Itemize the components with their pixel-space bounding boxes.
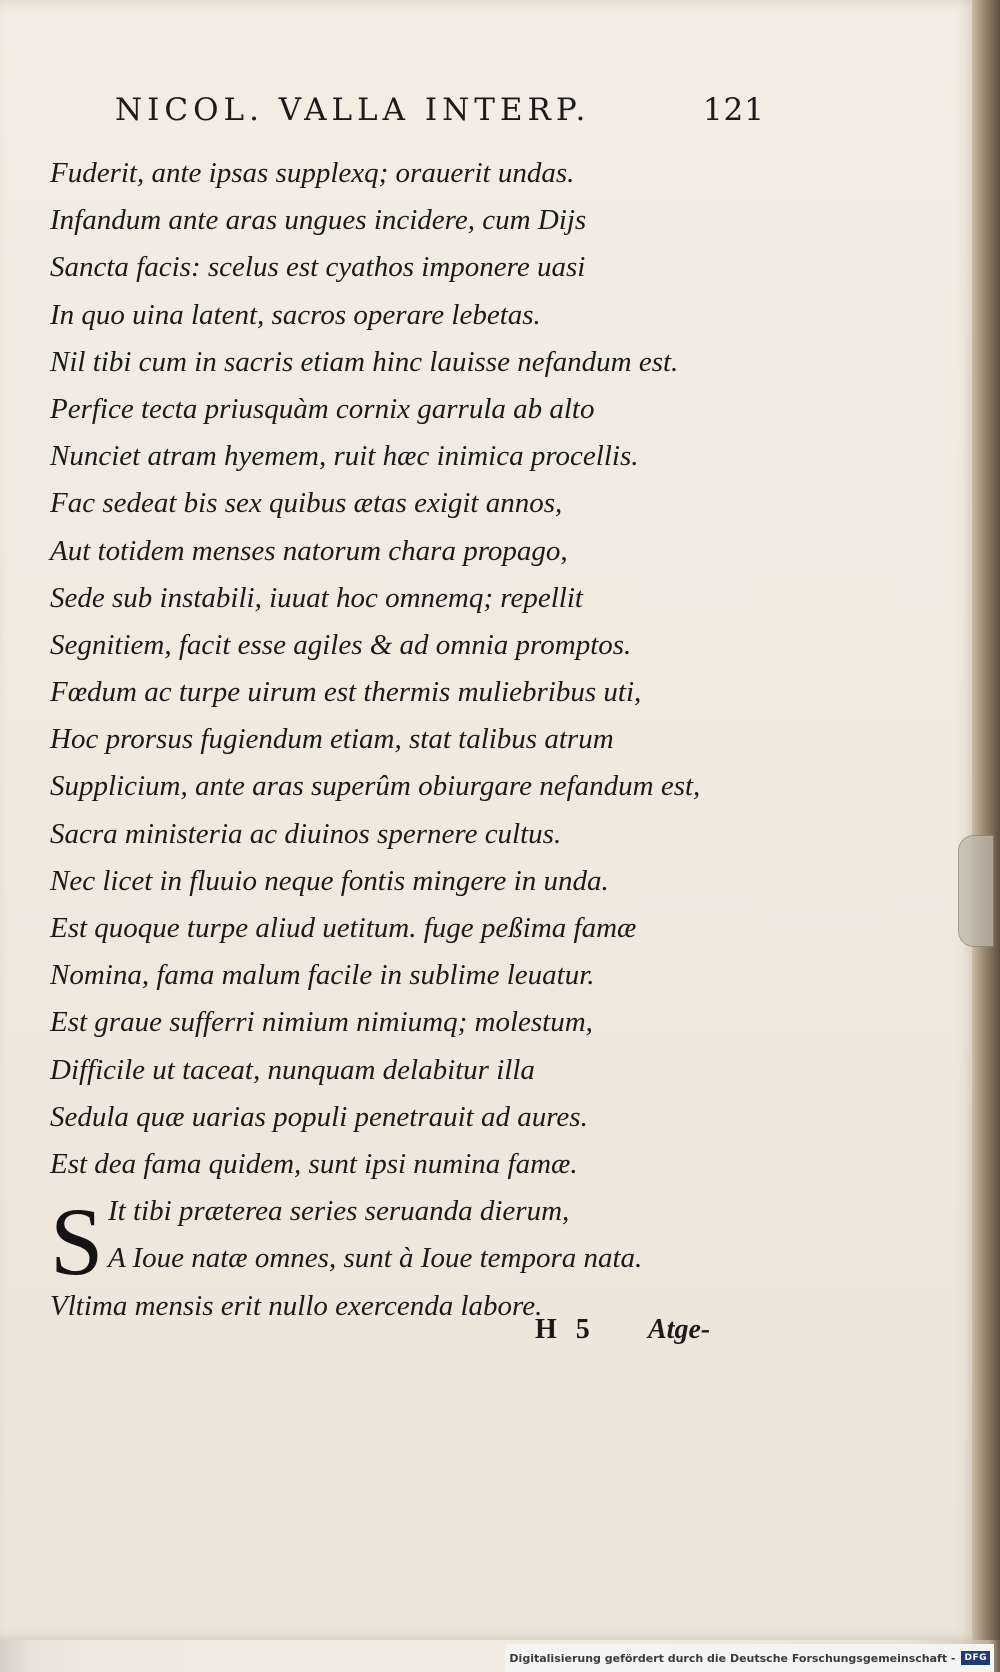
text-line: Aut totidem menses natorum chara propago, <box>50 534 568 567</box>
text-line: Vltima mensis erit nullo exercenda labore. <box>50 1289 543 1322</box>
page-header <box>115 92 765 136</box>
text-line: Est graue sufferri nimium nimiumq; molestum, <box>50 1006 593 1039</box>
catchword: Atge- <box>648 1314 711 1345</box>
text-line: Fœdum ac turpe uirum est thermis muliebribus uti, <box>50 676 642 709</box>
text-line: Sede sub instabili, iuuat hoc omnemq; repellit <box>50 581 583 614</box>
text-line: It tibi præterea series seruanda dierum, <box>108 1195 570 1228</box>
text-line: Sancta facis: scelus est cyathos imponere uasi <box>50 251 586 284</box>
text-line: Nunciet atram hyemem, ruit hæc inimica procellis. <box>50 440 639 473</box>
text-line: Segnitiem, facit esse agiles & ad omnia promptos. <box>50 628 632 661</box>
signature-mark: H 5 <box>535 1314 596 1345</box>
dfg-logo-icon: DFG <box>961 1651 990 1665</box>
text-line: A Ioue natæ omnes, sunt à Ioue tempora nata. <box>108 1242 643 1275</box>
credit-text: Digitalisierung gefördert durch die Deutsche Forschungsgemeinschaft - <box>509 1651 956 1665</box>
book-edge <box>972 0 1000 1640</box>
page-tab-marker <box>958 835 994 947</box>
section-start <box>50 1188 810 1296</box>
drop-cap: S <box>50 1188 104 1296</box>
text-line: Perfice tecta priusquàm cornix garrula ab alto <box>50 392 595 425</box>
text-line: Nec licet in fluuio neque fontis mingere in unda. <box>50 864 609 897</box>
text-line: Est quoque turpe aliud uetitum. fuge peßima famæ <box>50 912 637 944</box>
text-line: Est dea fama quidem, sunt ipsi numina famæ. <box>50 1147 578 1180</box>
text-line: Nil tibi cum in sacris etiam hinc lauisse nefandum est. <box>50 345 679 378</box>
poem-text <box>50 150 810 1330</box>
text-line: Fac sedeat bis sex quibus ætas exigit annos, <box>50 487 563 520</box>
text-line: Infandum ante aras ungues incidere, cum Dijs <box>50 204 587 237</box>
text-line: Sedula quæ uarias populi penetrauit ad aures. <box>50 1100 588 1133</box>
page-footer <box>0 1314 975 1354</box>
text-line: Supplicium, ante aras superûm obiurgare nefandum est, <box>50 770 701 803</box>
text-line: Nomina, fama malum facile in sublime leuatur. <box>50 959 595 992</box>
text-line: Difficile ut taceat, nunquam delabitur illa <box>50 1053 535 1086</box>
text-line: In quo uina latent, sacros operare lebetas. <box>50 298 541 331</box>
text-line: Hoc prorsus fugiendum etiam, stat talibus atrum <box>50 723 614 756</box>
page-number: 121 <box>702 92 765 128</box>
running-title: NICOL. VALLA INTERP. <box>115 92 591 128</box>
text-line: Sacra ministeria ac diuinos spernere cultus. <box>50 817 562 850</box>
digitization-credit <box>505 1644 994 1672</box>
text-line: Fuderit, ante ipsas supplexq; orauerit undas. <box>50 157 575 189</box>
